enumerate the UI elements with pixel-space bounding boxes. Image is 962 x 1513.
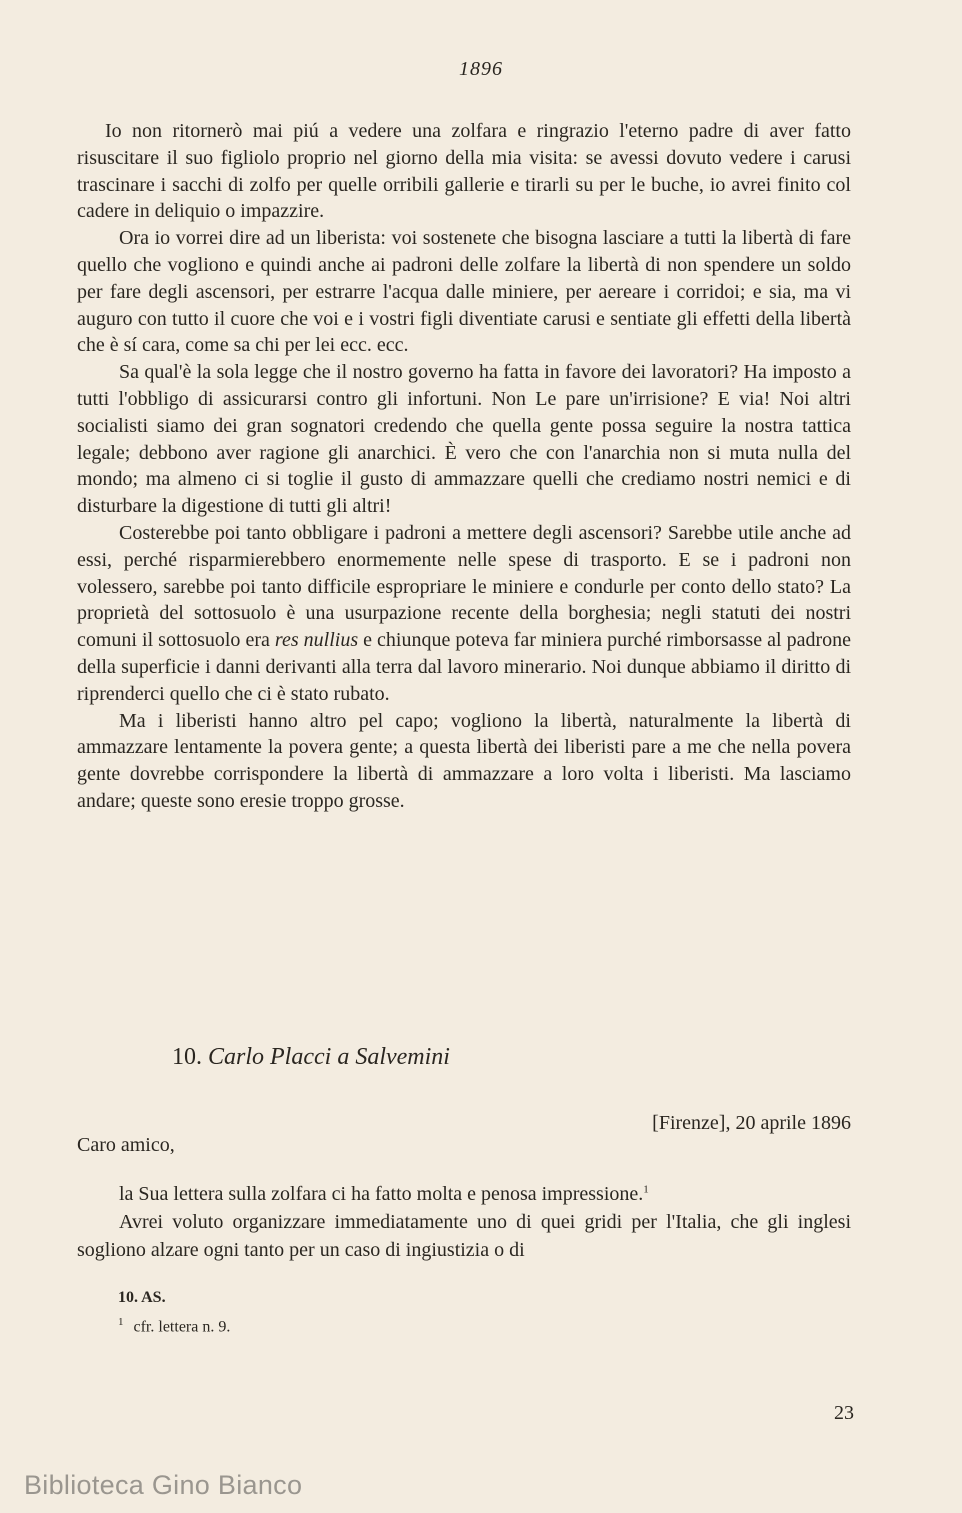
source-note: 10. AS. — [118, 1289, 166, 1306]
letter-9-body — [77, 118, 851, 815]
paragraph-1: Io non ritornerò mai piú a vedere una zolfara e ringrazio l'eterno padre di aver fatto risuscitare il suo figliolo proprio nel giorno della mia visita: se avessi dovuto vedere i carusi trascinare i sacchi di zolfo per quelle orribili gallerie e tirarli su per le buche, io avrei finito col cadere in deliquio o impazzire. — [77, 120, 851, 223]
paragraph-4-text-b: e chiunque poteva far miniera purché rimborsasse al padrone della superficie i danni derivanti alla terra dal lavoro minerario. Noi dunque abbiamo il diritto di riprenderci quello che ci è stato rubato. — [77, 629, 852, 705]
letter-paragraph-1-text: la Sua lettera sulla zolfara ci ha fatto molta e penosa impressione. — [119, 1183, 644, 1205]
letter-place-date: [Firenze], 20 aprile 1896 — [652, 1112, 851, 1134]
letter-title: Carlo Placci a Salvemini — [208, 1044, 450, 1070]
paragraph-2: Ora io vorrei dire ad un liberista: voi sostenete che bisogna lasciare a tutti la libertà di fare quello che vogliono e quindi anche ai padroni delle zolfare la libertà di non spendere un soldo per fare degli ascensori, per estrarre l'acqua dalle miniere, per aereare i corridoi; e sia, ma vi auguro con tutto il cuore che voi e i vostri figli diventiate carusi e sentiate gli effetti della libertà che è sí cara, come sa chi per lei ecc. ecc. — [77, 227, 851, 357]
paragraph-4 — [77, 520, 851, 708]
paragraph-4-text-a: Costerebbe poi tanto obbligare i padroni a mettere degli ascensori? Sarebbe utile anche ad essi, perché risparmierebbero enormemente nelle spese di trasporto. E se i padroni non volessero, sarebbe poi tanto difficile espropriare le miniere e condurle per conto dello stato? La proprietà del sottosuolo è una usurpazione recente della borghesia; negli statuti dei nostri comuni il sottosuolo era — [77, 521, 851, 652]
letter-number: 10. — [172, 1044, 202, 1070]
paragraph-3: Sa qual'è la sola legge che il nostro governo ha fatta in favore dei lavoratori? Ha imposto a tutti l'obbligo di assicurarsi contro gli infortuni. Non Le pare un'irrisione? E via! Noi altri socialisti siamo dei gran sognatori credendo che quella gente possa seguire la nostra tattica legale; debbono aver ragione gli anarchici. È vero che con l'anarchia non si muta nulla del mondo; ma almeno ci si toglie il gusto di ammazzare quelli che crediamo nostri nemici e di disturbare la digestione di tutti gli altri! — [77, 361, 851, 518]
letter-10-body — [77, 1180, 851, 1264]
letter-paragraph-1 — [77, 1180, 851, 1208]
latin-phrase: res nullius — [274, 629, 359, 652]
footnote-text: cfr. lettera n. 9. — [133, 1318, 231, 1336]
footnote-1 — [118, 1310, 230, 1339]
footnote-reference: 1 — [643, 1183, 649, 1196]
footnote-mark: 1 — [118, 1316, 124, 1328]
letter-10-heading — [172, 1044, 450, 1071]
page-number: 23 — [834, 1402, 854, 1424]
running-head-year: 1896 — [459, 58, 503, 80]
library-watermark: Biblioteca Gino Bianco — [24, 1470, 303, 1500]
paragraph-5: Ma i liberisti hanno altro pel capo; vogliono la libertà, naturalmente la libertà di ammazzare lentamente la povera gente; a questa libertà dei liberisti pare a me che nella povera gente dovrebbe corrispondere la libertà di ammazzare a loro volta i liberisti. Ma lasciamo andare; queste sono eresie troppo grosse. — [77, 709, 851, 812]
footnotes — [118, 1286, 230, 1339]
letter-salutation: Caro amico, — [77, 1134, 175, 1156]
letter-paragraph-2: Avrei voluto organizzare immediatamente uno di quei gridi per l'Italia, che gli inglesi sogliono alzare ogni tanto per un caso di ingiustizia o di — [77, 1211, 851, 1261]
